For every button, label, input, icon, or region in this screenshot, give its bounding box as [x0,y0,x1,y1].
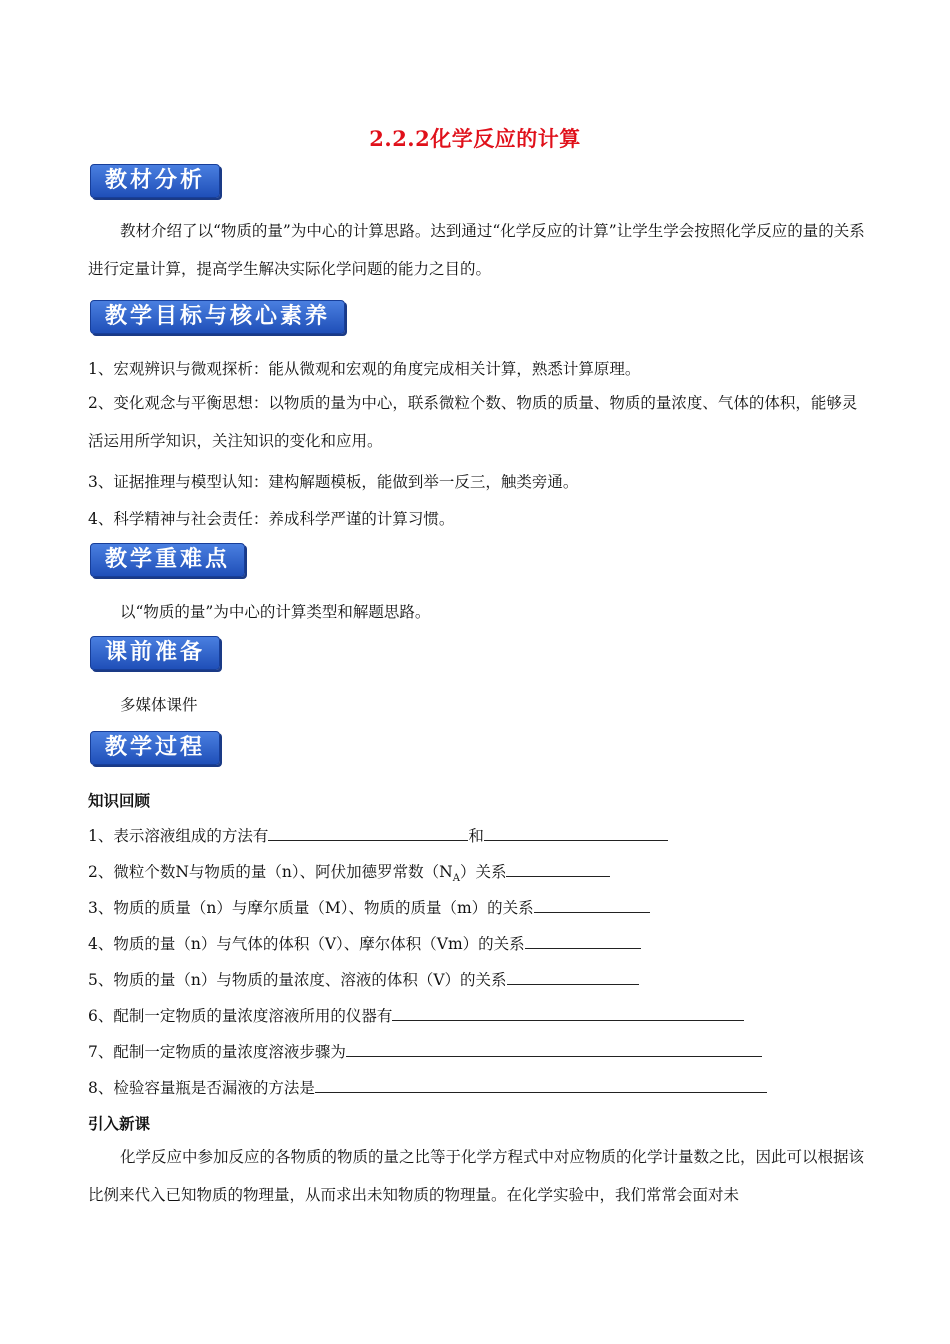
question-text: 7、配制一定物质的量浓度溶液步骤为 [88,1043,346,1061]
section-badge-prep: 课前准备 [90,636,220,670]
question-text: 5、物质的量（n）与物质的量浓度、溶液的体积（V）的关系 [88,971,507,989]
section-badge-keypoints: 教学重难点 [90,543,245,577]
question-text: 8、检验容量瓶是否漏液的方法是 [88,1079,315,1097]
keypoints-text: 以“物质的量”为中心的计算类型和解题思路。 [120,603,431,621]
question-text: 2、微粒个数N与物质的量（n）、阿伏加德罗常数（N [88,863,453,881]
goal-item: 1、宏观辨识与微观探析：能从微观和宏观的角度完成相关计算，熟悉计算原理。 [88,360,641,378]
question-text: 和 [468,827,484,845]
section-badge-process: 教学过程 [90,731,220,765]
review-question-7 [88,1040,762,1062]
goal-item: 4、科学精神与社会责任：养成科学严谨的计算习惯。 [88,510,455,528]
review-question-4 [88,932,641,954]
prep-text: 多媒体课件 [120,696,198,714]
analysis-paragraph: 教材介绍了以“物质的量”为中心的计算思路。达到通过“化学反应的计算”让学生学会按照化学反应的量的关系进行定量计算，提高学生解决实际化学问题的能力之目的。 [88,222,865,278]
intro-heading: 引入新课 [88,1115,151,1133]
review-question-5 [88,968,639,990]
question-text: ）关系 [459,863,507,881]
section-badge-analysis: 教材分析 [90,164,220,198]
question-text: 6、配制一定物质的量浓度溶液所用的仪器有 [88,1007,393,1025]
review-question-2 [88,860,610,884]
goal-item: 2、变化观念与平衡思想：以物质的量为中心，联系微粒个数、物质的质量、物质的量浓度、气体的体积，能够灵活运用所学知识，关注知识的变化和应用。 [88,394,858,450]
question-text: 1、表示溶液组成的方法有 [88,827,269,845]
question-text: 4、物质的量（n）与气体的体积（V）、摩尔体积（Vm）的关系 [88,935,525,953]
answer-blank[interactable] [392,1004,744,1021]
question-text: 3、物质的质量（n）与摩尔质量（M）、物质的质量（m）的关系 [88,899,534,917]
answer-blank[interactable] [346,1040,762,1057]
answer-blank[interactable] [506,860,610,877]
subscript: A [452,873,460,885]
review-question-1 [88,824,668,846]
answer-blank[interactable] [315,1076,767,1093]
section-badge-goals: 教学目标与核心素养 [90,300,345,334]
answer-blank[interactable] [268,824,468,841]
answer-blank[interactable] [525,932,641,949]
page-title: 2.2.2化学反应的计算 [369,126,581,151]
review-question-6 [88,1004,744,1026]
review-question-3 [88,896,650,918]
answer-blank[interactable] [507,968,639,985]
intro-paragraph: 化学反应中参加反应的各物质的物质的量之比等于化学方程式中对应物质的化学计量数之比，因此可以根据该比例来代入已知物质的物理量，从而求出未知物质的物理量。在化学实验中，我们常常会面对未 [88,1148,865,1204]
answer-blank[interactable] [534,896,650,913]
review-question-8 [88,1076,767,1098]
review-heading: 知识回顾 [88,792,151,810]
goal-item: 3、证据推理与模型认知：建构解题模板，能做到举一反三，触类旁通。 [88,473,579,491]
answer-blank[interactable] [484,824,668,841]
